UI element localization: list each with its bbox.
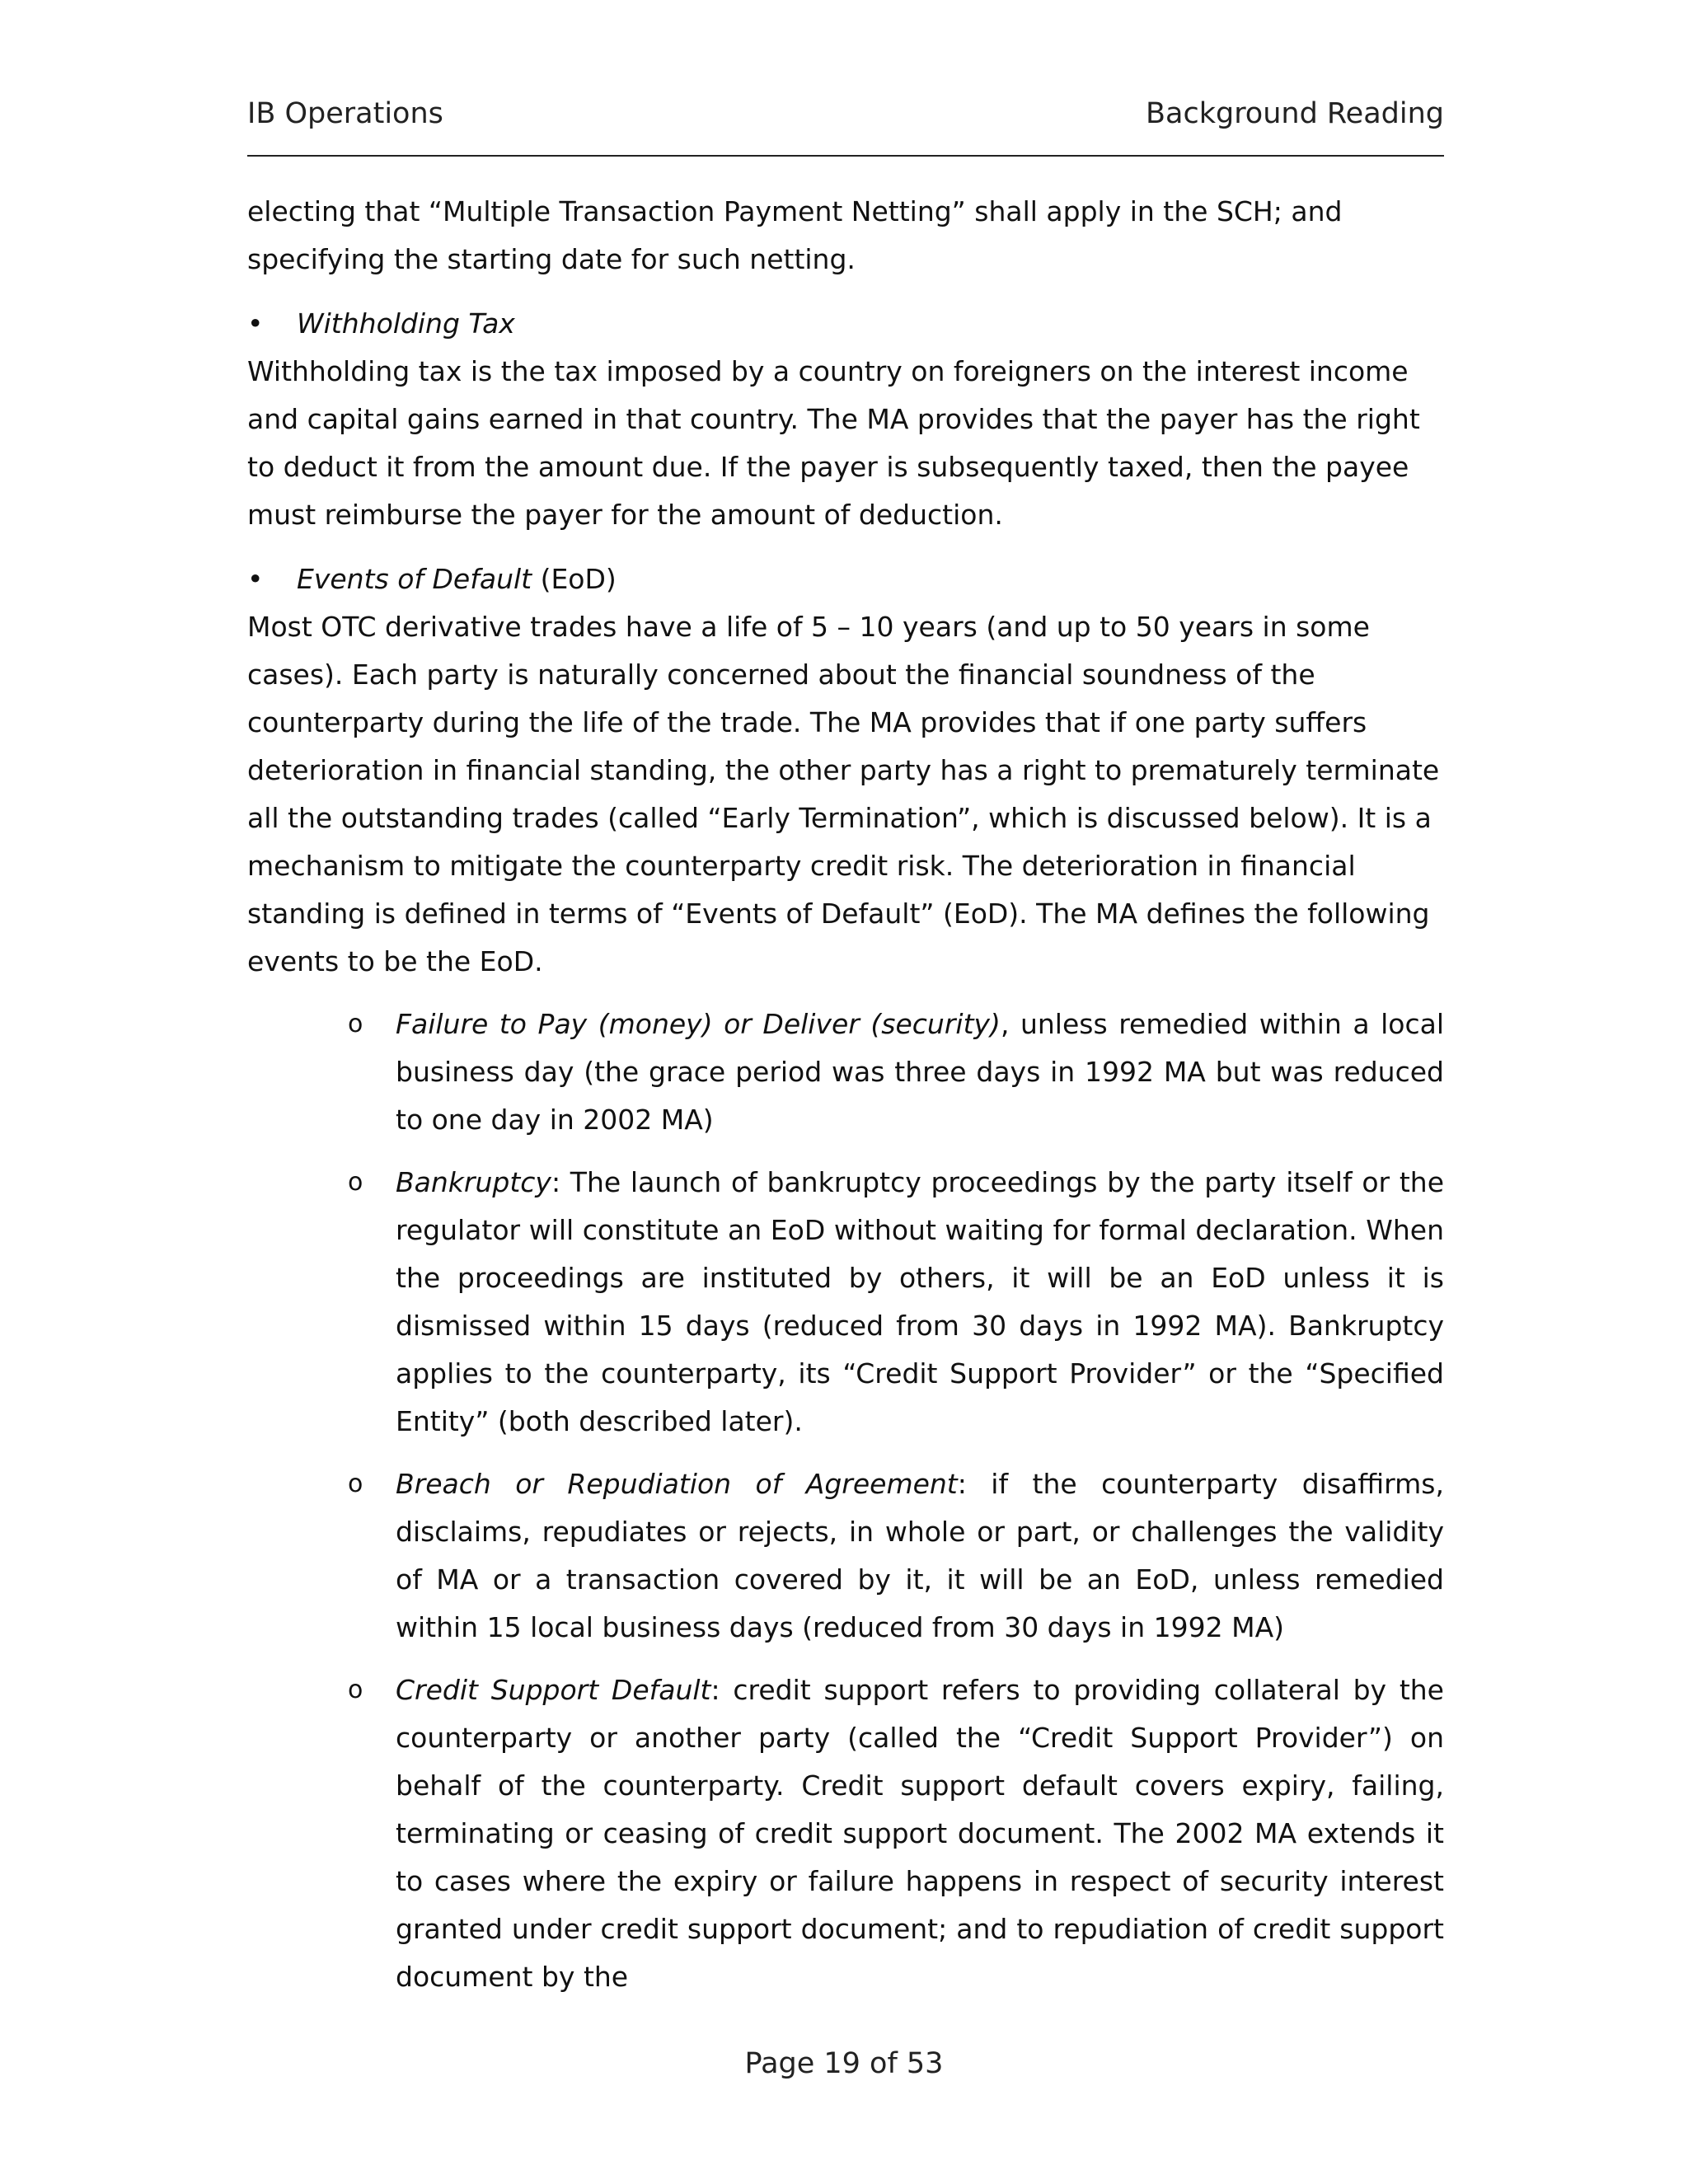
section-title-suffix: (EoD) <box>532 563 617 595</box>
page-header <box>247 97 1444 138</box>
list-item-term: Bankruptcy <box>396 1166 551 1198</box>
list-item <box>297 1001 1444 1144</box>
header-left-title: IB Operations <box>247 97 443 130</box>
circle-bullet-icon: o <box>348 1675 363 1704</box>
list-item-text: : if the counterparty disaffirms, disclaims, repudiates or rejects, in whole or part, or challenges the validity of MA or a transaction covered by it, it will be an EoD, unless remedied within 15 local business days (reduced from 30 days in 1992 MA) <box>396 1468 1444 1643</box>
circle-bullet-icon: o <box>348 1168 363 1197</box>
section-title: Withholding Tax <box>297 307 515 340</box>
section-title: Events of Default <box>297 563 532 595</box>
circle-bullet-icon: o <box>348 1469 363 1498</box>
header-divider <box>247 155 1444 157</box>
list-item-term: Failure to Pay (money) or Deliver (security) <box>396 1008 1001 1040</box>
circle-bullet-icon: o <box>348 1010 363 1038</box>
page-number: Page 19 of 53 <box>744 2047 944 2080</box>
events-of-default-paragraph: Most OTC derivative trades have a life of 5 – 10 years (and up to 50 years in some cases). Each party is naturally concerned about the financial soundness of the counterparty during the life of the trade. The MA provides that if one party suffers deterioration in financial standing, the other party has a right to prematurely terminate all the outstanding trades (called “Early Termination”, which is discussed below). It is a mechanism to mitigate the counterparty credit risk. The deterioration in financial standing is defined in terms of “Events of Default” (EoD). The MA defines the following events to be the EoD. <box>247 611 1440 977</box>
bullet-withholding-tax <box>247 300 1444 348</box>
list-item <box>297 1460 1444 1652</box>
list-item <box>297 1666 1444 2001</box>
header-right-title: Background Reading <box>1146 97 1444 130</box>
bullet-dot: • <box>247 563 264 595</box>
page-footer <box>0 2047 1688 2080</box>
eod-sub-list <box>297 1001 1444 2001</box>
list-item-term: Breach or Repudiation of Agreement <box>396 1468 958 1500</box>
bullet-dot: • <box>247 307 264 340</box>
list-item-text: : The launch of bankruptcy proceedings by the party itself or the regulator will constitute an EoD without waiting for formal declaration. When the proceedings are instituted by others, it will be an EoD unless it is dismissed within 15 days (reduced from 30 days in 1992 MA). Bankruptcy applies to the counterparty, its “Credit Support Provider” or the “Specified Entity” (both described later). <box>396 1166 1444 1437</box>
page-content <box>247 188 1444 2001</box>
list-item-text: , unless remedied within a local business day (the grace period was three days in 1992 MA but was reduced to one day in 2002 MA) <box>396 1008 1445 1136</box>
list-item <box>297 1159 1444 1446</box>
list-item-text: : credit support refers to providing collateral by the counterparty or another party (called the “Credit Support Provider”) on behalf of the counterparty. Credit support default covers expiry, failing, terminating or ceasing of credit support document. The 2002 MA extends it to cases where the expiry or failure happens in respect of security interest granted under credit support document; and to repudiation of credit support document by the <box>396 1674 1444 1993</box>
withholding-tax-paragraph: Withholding tax is the tax imposed by a country on foreigners on the interest income and capital gains earned in that country. The MA provides that the payer has the right to deduct it from the amount due. If the payer is subsequently taxed, then the payee must reimburse the payer for the amount of deduction. <box>247 355 1420 531</box>
intro-paragraph: electing that “Multiple Transaction Payment Netting” shall apply in the SCH; and specifying the starting date for such netting. <box>247 195 1343 275</box>
list-item-term: Credit Support Default <box>396 1674 711 1706</box>
bullet-events-of-default <box>247 555 1444 603</box>
